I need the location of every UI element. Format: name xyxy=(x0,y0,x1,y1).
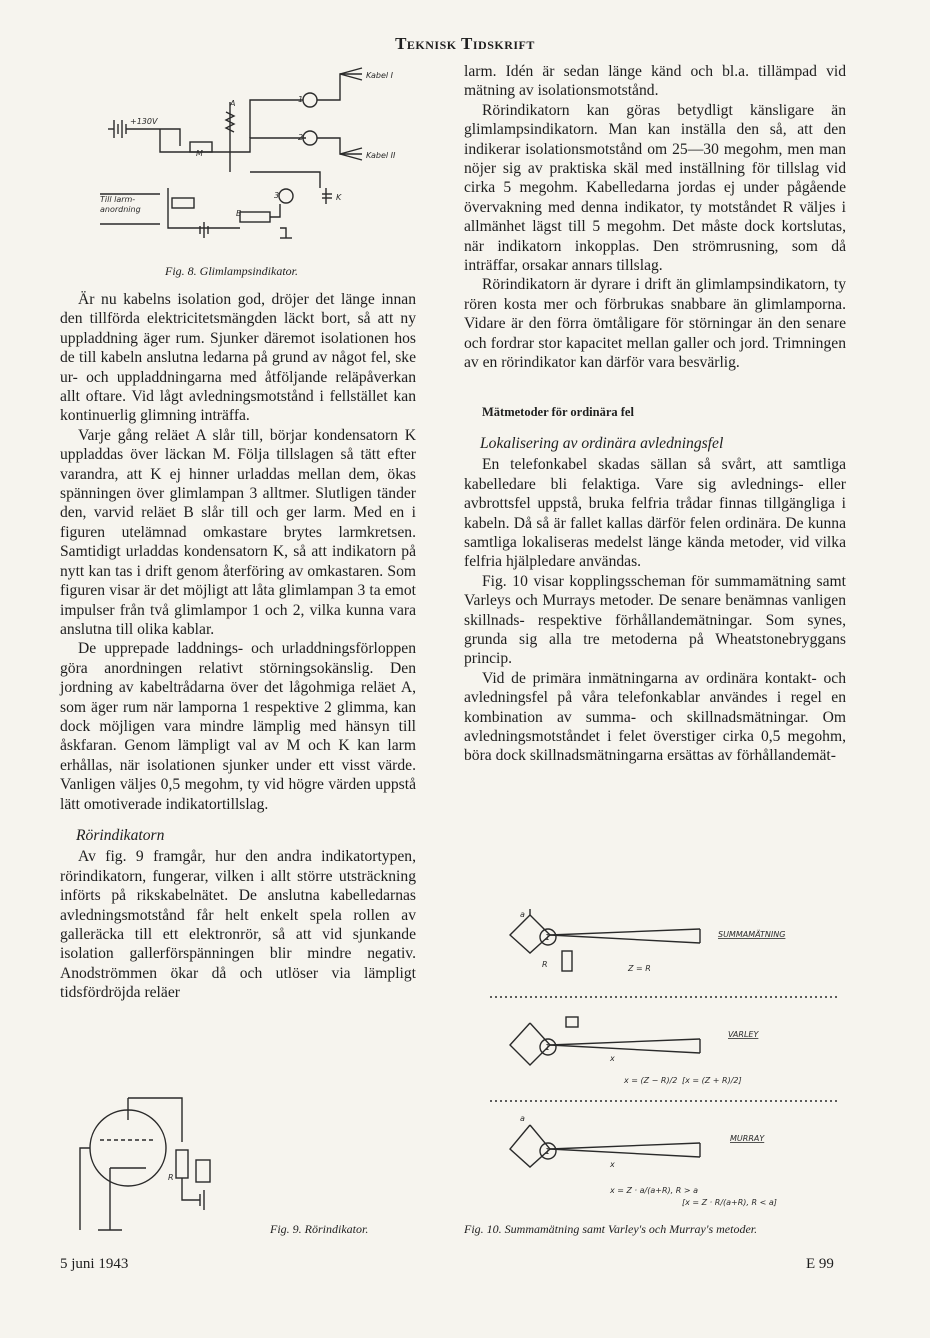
label-alarm-1: Till larm- xyxy=(100,195,136,204)
label-lamp-2: 2 xyxy=(298,133,304,142)
right-paragraph-1: larm. Idén är sedan länge känd och bl.a. tillämpad vid mätning av isolationsmotstånd. xyxy=(464,63,846,100)
figure-8-caption: Fig. 8. Glimlampsindikator. xyxy=(165,264,299,278)
murray-formula: x = Z · a/(a+R), R > a xyxy=(610,1186,698,1195)
murray-diagram xyxy=(510,1114,777,1207)
left-paragraph-1: Är nu kabelns isolation god, dröjer det länge innan den tillförda elektricitetsmängden läckt bort, så att ny uppladdning äger rum. Sjunker däremot isolationen hos de till kabeln anslutna ledarna på grund av något fel, ske ur- och uppladdningarna med åtföljande reläpåverkan allt oftare. Vid lågt avledningsmotstånd i fellstället kan kontinuerlig glimning inträffa. xyxy=(60,291,416,425)
right-paragraph-4: En telefonkabel skadas sällan så svårt, att samtliga kabelledare bli felaktiga. Vare sig avlednings- eller avbrottsfel uppstå, bruka felfria trådar finnas tillgängliga i kabeln. Då så är fallet kallas därför felen ordinära. De kunna samtliga lokaliseras medelst länge kända metoder, vid vilka felfria hjälpledare användas. xyxy=(464,456,846,571)
right-paragraph-5: Fig. 10 visar kopplingsscheman för summamätning samt Varleys och Murrays metoder. De senare benämnas vanligen skillnads- respektive förhållandemätningar. Som synes, grunda sig alla tre metoderna på Wheatstonebryggans princip. xyxy=(464,572,846,668)
murray-label-x: x xyxy=(610,1160,615,1169)
sum-label-r: R xyxy=(542,960,548,969)
label-k: K xyxy=(336,193,342,202)
label-130v: +130V xyxy=(130,117,158,126)
varley-formula: x = (Z − R)/2 xyxy=(624,1076,678,1085)
label-kabel-2: Kabel II xyxy=(366,151,396,160)
varley-title: VARLEY xyxy=(728,1030,759,1039)
figure-9-diagram xyxy=(70,1090,250,1240)
figure-10-diagram xyxy=(490,905,840,1215)
varley-formula-2: [x = (Z + R)/2] xyxy=(682,1076,742,1085)
footer-page-number: E 99 xyxy=(806,1256,834,1272)
label-alarm-2: anordning xyxy=(100,205,141,214)
label-lamp-1: 1 xyxy=(298,95,304,104)
label-a: A xyxy=(230,99,236,108)
murray-label-1: 1 xyxy=(545,1147,551,1156)
label-lamp-3: 3 xyxy=(274,191,280,200)
label-kabel-1: Kabel I xyxy=(366,71,393,80)
varley-diagram xyxy=(490,1017,840,1101)
left-paragraph-3: De upprepade laddnings- och urladdningsförloppen göra anordningen relativt störningsokänslig. Den jordning av kabeltrådarna över det lågohmiga reläet A, som äger rum när lamporna 1 respektive 2 glimma, kan dock möjligen vara mindre lämplig med hänsyn till åskfaran. Genom lämpligt val av M och K kan larm erhållas, när isolationen sjunker under ett visst värde. Vanligen väljes 0,5 megohm, ty vid högre värden uppstå lätt omotiverade indikatortillslag. xyxy=(60,640,416,813)
sum-title: SUMMAMÄTNING xyxy=(718,930,786,939)
murray-title: MURRAY xyxy=(730,1134,765,1143)
figure-10-caption: Fig. 10. Summamätning samt Varley's och Murray's metoder. xyxy=(464,1222,758,1236)
label-b: B xyxy=(236,209,242,218)
sum-formula: Z = R xyxy=(628,964,651,973)
label-m: M xyxy=(196,149,203,158)
right-paragraph-2: Rörindikatorn kan göras betydligt känsligare än glimlampsindikatorn. Man kan inställa den så, att den indikerar isolationsmotstånd om 25—30 megohm, men man nöjer sig av praktiska skäl med inställning för tillslag vid cirka 5 megohm. Kabelledarna jordas ej under pågående övervakning med denna indikator, ty motståndet R väljes i allmänhet lägst till 5 megohm. Det måste dock kortslutas, när indikatorn inkopplas. Den strömrusning, som då inträffar, orsakar annars tillslag. xyxy=(464,101,846,275)
figure-8-diagram xyxy=(100,62,396,242)
section-heading: Mätmetoder för ordinära fel xyxy=(482,404,634,419)
murray-formula-2: [x = Z · R/(a+R), R < a] xyxy=(682,1198,777,1207)
varley-label-x: x xyxy=(610,1054,615,1063)
right-paragraph-3: Rörindikatorn är dyrare i drift än glimlampsindikatorn, ty rören kosta mer och förbrukas snabbare än glimlamporna. Vidare är den förra ömtåligare för störningar än den senare och fordrar stor kapacitet mellan galler och jord. Trimningen av en rörindikator kan därför vara besvärlig. xyxy=(464,276,846,372)
sum-label-a: a xyxy=(520,910,525,919)
left-paragraph-2: Varje gång reläet A slår till, börjar kondensatorn K uppladdas över läckan M. Följa tillslagen så tätt efter varandra, att K ej hinner urladdas mellan dem, ökas spänningen över glimlampan 3 alltmer. Slutligen tänder den, varvid reläet B slår till och ger larm. Med en i figuren utelämnad omkastare brytes larmkretsen. Samtidigt urladdas kondensatorn K, så att indikatorn på nytt kan tas i drift genom återföring av omkastaren. Som figuren visar är det möjligt att låta glimlampan 3 ta emot impulser från två glimlampor 1 och 2, vilka kunna vara anslutna till olika kablar. xyxy=(60,426,416,638)
left-column xyxy=(60,290,416,1003)
murray-label-a: a xyxy=(520,1114,525,1123)
subheading-lokalisering: Lokalisering av ordinära avledningsfel xyxy=(480,434,724,452)
varley-label-1: 1 xyxy=(545,1043,551,1052)
subheading-rorindikatorn: Rörindikatorn xyxy=(76,826,165,844)
running-head: Teknisk Tidskrift xyxy=(395,34,535,53)
summamatning-diagram xyxy=(490,909,840,997)
figure-9-caption: Fig. 9. Rörindikator. xyxy=(270,1222,369,1236)
right-paragraph-6: Vid de primära inmätningarna av ordinära kontakt- och avledningsfel på våra telefonkablar användes i regel en kombination av summa- och skillnadsmätningar. Om avledningsmotståndet i felet överstiger cirka 0,5 megohm, böra dock skillnadsmätningarna ersättas av förhållandemät- xyxy=(464,669,846,765)
label-r: R xyxy=(168,1173,174,1182)
left-paragraph-4: Av fig. 9 framgår, hur den andra indikatortypen, rörindikatorn, fungerar, vilken i allt större utsträckning införts på rikskabelnätet. De anslutna kabelledarnas avledningsmotstånd får helt enkelt spela rollen av galleräcka till ett elektronrör, så att vid sjunkande isolation gallerförspänningen blir mindre negativ. Anodströmmen ökar då och utlöser via lämpligt tidsfördröjda reläer xyxy=(60,848,416,1002)
right-column xyxy=(464,62,846,766)
sum-label-1: 1 xyxy=(545,933,551,942)
footer-date: 5 juni 1943 xyxy=(60,1256,129,1272)
